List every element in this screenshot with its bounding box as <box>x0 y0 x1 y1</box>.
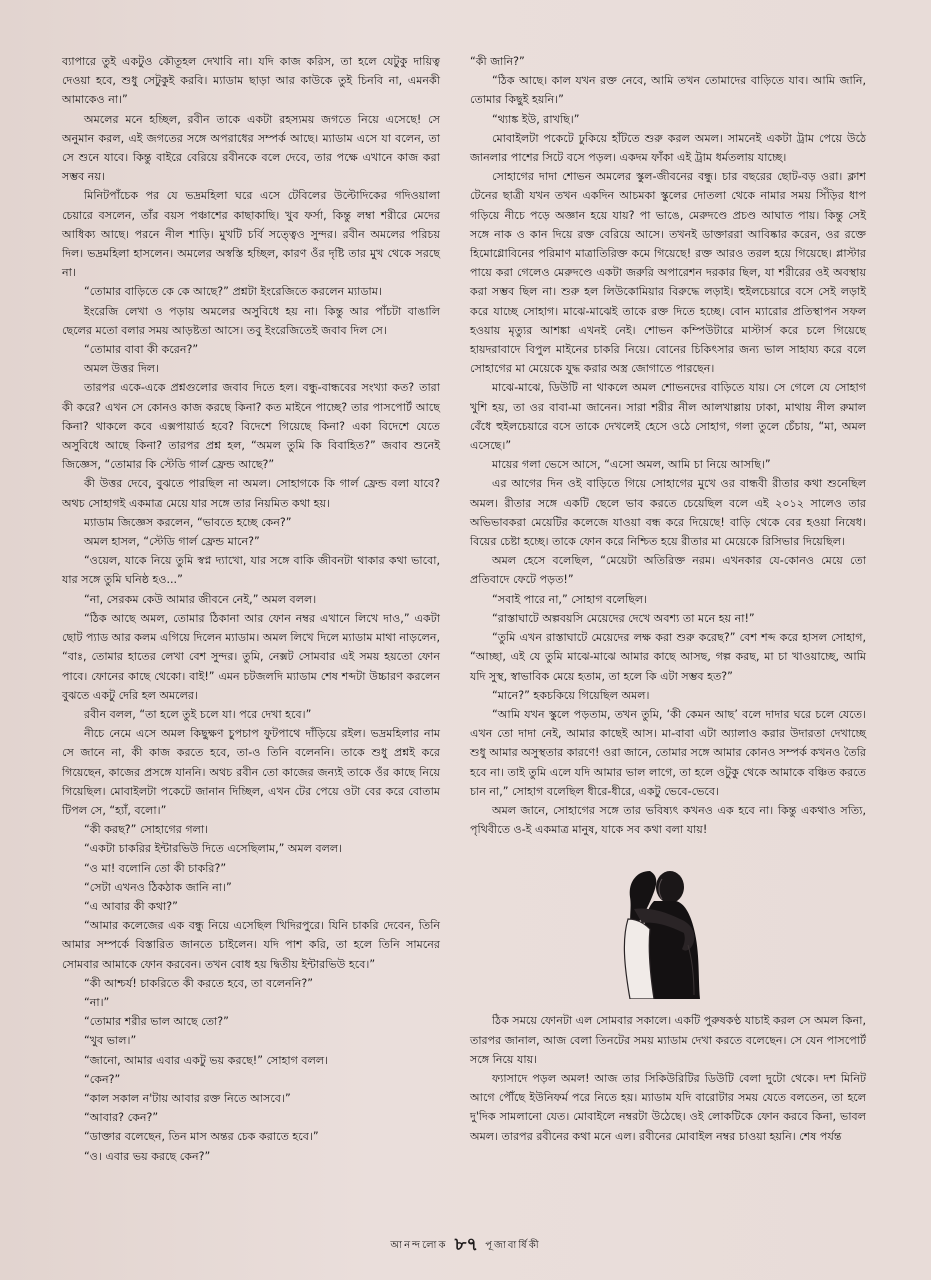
paragraph: অমল হাসল, “স্টেডি গার্ল ফ্রেন্ড মানে?” <box>84 535 260 549</box>
paragraph: “ওয়েল, যাকে নিয়ে তুমি স্বপ্ন দ্যাখো, যার সঙ্গে বাকি জীবনটা থাকার কথা ভাবো, যার সঙ্গে তুমি ঘনিষ্ঠ হও...” <box>62 554 440 587</box>
paragraph: ম্যাডাম জিজ্ঞেস করলেন, “ভাবতে হচ্ছে কেন?” <box>84 515 292 529</box>
right-column-bottom-text <box>470 1011 866 1145</box>
paragraph: মিনিটপাঁচেক পর যে ভদ্রমহিলা ঘরে এসে টেবিলের উল্টোদিকের গদিওয়ালা চেয়ারে বসলেন, তাঁর বয়স পঞ্চাশের কাছাকাছি। খুব ফর্সা, কিন্তু লম্বা শরীরে মেদের আধিক্য আছে। পরনে নীল শাড়ি। মুখটি চর্বি সত্ত্বেও সুন্দর। রবীন অমলের পরিচয় দিল। ভদ্রমহিলা হাসলেন। অমলের অস্বস্তি হচ্ছিল, কারণ ওঁর দৃষ্টি তার মুখ থেকে সরছে না। <box>62 189 440 280</box>
paragraph: “না।” <box>84 995 110 1009</box>
paragraph: “কী আশ্চর্য! চাকরিতে কী করতে হবে, তা বলেননি?” <box>84 976 314 990</box>
paragraph: “সবাই পারে না,” সোহাগ বলেছিল। <box>492 592 648 606</box>
paragraph: অমল উত্তর দিল। <box>84 362 160 376</box>
page-footer <box>0 1230 931 1261</box>
paragraph: ইংরেজি লেখা ও পড়ায় অমলের অসুবিধে হয় না। কিন্তু আর পাঁচটা বাঙালি ছেলের মতো বলার সময় আড়ষ্টতা আসে। তবু ইংরেজিতেই জবাব দিল সে। <box>62 304 440 337</box>
embracing-couple-illustration <box>588 849 738 999</box>
paragraph: “ঠিক আছে অমল, তোমার ঠিকানা আর ফোন নম্বর এখানে লিখে দাও,” একটা ছোট প্যাড আর কলম এগিয়ে দিলেন ম্যাডাম। অমল লিখে দিলে ম্যাডাম মাথা নাড়লেন, “বাঃ, তোমার হাতের লেখা বেশ সুন্দর। তুমি, নেক্সট সোমবার এই সময় হয়তো ফোন পাবে। ফোনের কাছে থেকো। বাই!” এমন চটজলদি ম্যাডাম শেষ শব্দটা উচ্চারণ করলেন বুঝতে একটু দেরি হল অমলের। <box>62 611 440 702</box>
paragraph: “জানো, আমার এবার একটু ভয় করছে!” সোহাগ বলল। <box>84 1053 329 1067</box>
footer-magazine-name: আনন্দলোক <box>390 1240 448 1251</box>
paragraph: “তোমার বাড়িতে কে কে আছে?” প্রশ্নটা ইংরেজিতে করলেন ম্যাডাম। <box>84 285 382 299</box>
paragraph: রবীন বলল, “তা হলে তুই চলে যা। পরে দেখা হবে।” <box>84 707 312 721</box>
paragraph: “তোমার শরীর ভাল আছে তো?” <box>84 1015 229 1029</box>
paragraph: মায়ের গলা ভেসে আসে, “এসো অমল, আমি চা নিয়ে আসছি।” <box>492 458 771 472</box>
paragraph: অমল হেসে বলেছিল, “মেয়েটা অতিরিক্ত নরম। এখনকার যে-কোনও মেয়ে তো প্রতিবাদে ফেটে পড়ত!” <box>470 554 866 587</box>
paragraph: “থ্যাঙ্ক ইউ, রাখছি।” <box>492 112 580 126</box>
paragraph: “এ আবার কী কথা?” <box>84 899 178 913</box>
paragraph: “রাস্তাঘাটে অল্পবয়সি মেয়েদের দেখে অবশ্য তা মনে হয় না!” <box>492 611 755 625</box>
paragraph: “কাল সকাল ন'টায় আবার রক্ত নিতে আসবে।” <box>84 1091 291 1105</box>
paragraph: কী উত্তর দেবে, বুঝতে পারছিল না অমল। সোহাগকে কি গার্ল ফ্রেন্ড বলা যাবে? অথচ সোহাগই একমাত্র মেয়ে যার সঙ্গে তার নিয়মিত কথা হয়। <box>62 477 440 510</box>
footer-issue-name: পূজাবার্ষিকী <box>485 1240 541 1251</box>
paragraph: “আবার? কেন?” <box>84 1111 159 1125</box>
paragraph: “আমি যখন স্কুলে পড়তাম, তখন তুমি, ‘কী কেমন আছ’ বলে দাদার ঘরে চলে যেতে। এখন তো দাদা নেই, আমার কাছেই আস। মা-বাবা এটা অ্যালাও করার উদারতা দেখাচ্ছে শুধু আমার অসুস্থতার কারণে! ওরা জানে, তোমার সঙ্গে আমার কোনও সম্পর্ক কখনও তৈরি হবে না। তাই তুমি এলে যদি আমার ভাল লাগে, তা হলে ওটুকু থেকে আমাকে বঞ্চিত করতে চান না,” সোহাগ বলেছিল ধীরে-ধীরে, একটু ভেবে-ভেবে। <box>470 707 866 798</box>
paragraph: অমল জানে, সোহাগের সঙ্গে তার ভবিষ্যৎ কখনও এক হবে না। কিন্তু একথাও সত্যি, পৃথিবীতে ও-ই একমাত্র মানুষ, যাকে সব কথা বলা যায়! <box>470 803 866 837</box>
paragraph: “সেটা এখনও ঠিকঠাক জানি না।” <box>84 880 232 894</box>
right-column <box>470 52 866 1146</box>
paragraph: “তুমি এখন রাস্তাঘাটে মেয়েদের লক্ষ করা শুরু করেছ?” বেশ শব্দ করে হাসল সোহাগ, “আচ্ছা, এই যে তুমি মাঝে-মাঝে আমার কাছে আসছ, গল্প করছ, মা চা খাওয়াচ্ছে, আমি যদি সুস্থ, স্বাভাবিক মেয়ে হতাম, তা হলে কি এটা সম্ভব হত?” <box>470 631 866 683</box>
paragraph: “না, সেরকম কেউ আমার জীবনে নেই,” অমল বলল। <box>84 592 317 606</box>
paragraph: অমলের মনে হচ্ছিল, রবীন তাকে একটা রহস্যময় জগতে নিয়ে এসেছে! সে অনুমান করল, এই জগতের সঙ্গে অপরাধের সম্পর্ক আছে। ম্যাডাম এসে যা বলেন, তা সে শুনে যাবে। কিন্তু বাইরে বেরিয়ে রবীনকে বলে দেবে, তার পক্ষে এখানে কাজ করা সম্ভব নয়। <box>62 112 440 184</box>
paragraph: “ও মা! বলোনি তো কী চাকরি?” <box>84 861 227 875</box>
paragraph: সোহাগের দাদা শোভন অমলের স্কুল-জীবনের বন্ধু। চার বছরের ছোট-বড় ওরা। ক্লাশ টেনের ছাত্রী যখন তখন একদিন আচমকা স্কুলের দোতলা থেকে নামার সময় সিঁড়ির ধাপ গড়িয়ে নীচে পড়ে অজ্ঞান হয়ে যায়? পা ভাঙে, মেরুদণ্ডে প্রচণ্ড আঘাত পায়। কিন্তু সেই সঙ্গে নাক ও কান দিয়ে রক্ত বেরিয়ে আসে। তখনই ডাক্তাররা আবিষ্কার করেন, ওর রক্তে হিমোগ্লোবিনের পরিমাণ মাত্রাতিরিক্ত কমে গিয়েছে! রক্ত আরও তরল হয়ে গিয়েছে। প্লাস্টার পায়ে করা গেলেও মেরুদণ্ডে একটা জরুরি অপারেশন দরকার ছিল, যা শরীরের ওই অবস্থায় করা সম্ভব ছিল না। শুরু হল লিউকোমিয়ার বিরুদ্ধে লড়াই। হুইলচেয়ারে বসে সেই লড়াই করে যাচ্ছে সোহাগ। মাঝে-মাঝেই তাকে রক্ত দিতে হচ্ছে। বোন ম্যারোর প্রতিস্থাপন সফল হওয়ায় মৃত্যুর আশঙ্কা এখনই নেই। শোভন কম্পিউটারে মাস্টার্স করে চলে গিয়েছে হায়দরাবাদে বিপুল মাইনের চাকরি নিয়ে। বোনের চিকিৎসার জন্য ভাল সাহায্য করে বলে সোহাগের মা মেয়েকে যুদ্ধ করার অস্ত্র জোগাতে পারছেন। <box>470 170 866 376</box>
paragraph: মাঝে-মাঝে, ডিউটি না থাকলে অমল শোভনদের বাড়িতে যায়। সে গেলে যে সোহাগ খুশি হয়, তা ওর বাবা-মা জানেন। সারা শরীর নীল আলখাল্লায় ঢাকা, মাথায় নীল রুমাল বেঁধে হুইলচেয়ারে বসে তাকে দেখলেই হেসে ওঠে সোহাগ, গলা তুলে চেঁচায়, “মা, অমল এসেছে।” <box>470 381 866 453</box>
paragraph: ব্যাপারে তুই একটুও কৌতূহল দেখাবি না। যদি কাজ করিস, তা হলে যেটুকু দায়িত্ব দেওয়া হবে, শুধু সেটুকুই করবি। ম্যাডাম ছাড়া আর কাউকে তুই চিনবি না, এমনকী আমাকেও না।” <box>62 55 440 107</box>
paragraph: “ঠিক আছে। কাল যখন রক্ত নেবে, আমি তখন তোমাদের বাড়িতে যাব। আমি জানি, তোমার কিছুই হয়নি।” <box>470 74 866 107</box>
paragraph: তারপর একে-একে প্রশ্নগুলোর জবাব দিতে হল। বন্ধু-বান্ধবের সংখ্যা কত? তারা কী করে? এখন সে কোনও কাজ করছে কিনা? কত মাইনে পাচ্ছে? তার পাসপোর্ট আছে কিনা? থাকলে কবে এক্সপায়ার্ড হবে? বিদেশে গিয়েছে কিনা? একা বিদেশে যেতে অসুবিধে আছে কিনা? তারপর প্রশ্ন হল, “অমল তুমি কি বিবাহিত?” জবাব শুনেই জিজ্ঞেস, “তোমার কি স্টেডি গার্ল ফ্রেন্ড আছে?” <box>62 381 440 472</box>
paragraph: “মানে?” হকচকিয়ে গিয়েছিল অমল। <box>492 688 650 702</box>
paragraph: “আমার কলেজের এক বন্ধু নিয়ে এসেছিল খিদিরপুরে। যিনি চাকরি দেবেন, তিনি আমার সম্পর্কে বিস্তারিত জানতে চাইলেন। যদি পাশ করি, তা হলে তিনি সামনের সোমবার আমাকে ফোন করবেন। তখন বোধ হয় দ্বিতীয় ইন্টারভিউ হবে।” <box>62 919 440 971</box>
paragraph: “খুব ভাল।” <box>84 1034 137 1048</box>
paragraph: মোবাইলটা পকেটে ঢুকিয়ে হাঁটতে শুরু করল অমল। সামনেই একটা ট্রাম পেয়ে উঠে জানলার পাশের সিটে বসে পড়ল। একদম ফাঁকা এই ট্রাম ধর্মতলায় যাচ্ছে। <box>470 131 866 165</box>
paragraph: ঠিক সময়ে ফোনটা এল সোমবার সকালে। একটি পুরুষকণ্ঠ যাচাই করল সে অমল কিনা, তারপর জানাল, আজ বেলা তিনটের সময় ম্যাডাম দেখা করতে বলেছেন। সে যেন পাসপোর্ট সঙ্গে নিয়ে যায়। <box>470 1014 866 1066</box>
paragraph: “তোমার বাবা কী করেন?” <box>84 343 199 357</box>
paragraph: “ও। এবার ভয় করছে কেন?” <box>84 1149 211 1163</box>
paragraph: “একটা চাকরির ইন্টারভিউ দিতে এসেছিলাম,” অমল বলল। <box>84 842 343 856</box>
paragraph: “কী করছ?” সোহাগের গলা। <box>84 823 209 837</box>
paragraph: “কেন?” <box>84 1072 121 1086</box>
right-column-top-text <box>470 52 866 839</box>
paragraph: ফ্যাসাদে পড়ল অমল! আজ তার সিকিউরিটির ডিউটি বেলা দুটো থেকে। দশ মিনিট আগে পৌঁছে ইউনিফর্ম পরে নিতে হয়। ম্যাডাম যদি বারোটার সময় যেতে বলতেন, তা হলে দু'দিক সামলানো যেত। মোবাইলে নম্বরটা উঠেছে। ওই লোকটিকে ফোন করবে কিনা, ভাবল অমল। তারপর রবীনের কথা মনে এল। রবীনের মোবাইল নম্বর চাওয়া হয়নি। শেষ পর্যন্ত <box>470 1071 866 1143</box>
paragraph: এর আগের দিন ওই বাড়িতে গিয়ে সোহাগের মুখে ওর বান্ধবী রীতার কথা শুনেছিল অমল। রীতার সঙ্গে একটি ছেলে ভাব করতে চেয়েছিল বলে এই ২০১২ সালেও তার অভিভাবকরা মেয়েটির কলেজে যাওয়া বন্ধ করে দিয়েছে! বাড়ি থেকে বের হওয়া নিষেধ। বিয়ের চেষ্টা হচ্ছে। তাকে ফোন করে নিশ্চিত হয়ে রীতার মা মেয়েকে রিসিভার দিয়েছিল। <box>470 477 866 549</box>
paragraph: “কী জানি?” <box>470 55 525 68</box>
page-number: ৮৭ <box>454 1234 479 1255</box>
left-column <box>62 52 440 1166</box>
paragraph: “ডাক্তার বলেছেন, তিন মাস অন্তর চেক করাতে হবে।” <box>84 1130 319 1144</box>
paragraph: নীচে নেমে এসে অমল কিছুক্ষণ চুপচাপ ফুটপাথে দাঁড়িয়ে রইল। ভদ্রমহিলার নাম সে জানে না, কী কাজ করতে হবে, তা-ও তিনি বলেননি। তাকে শুধু প্রশ্নই করে গিয়েছেন, কাজের প্রসঙ্গে যাননি। অথচ রবীন তো কাজের জন্যই তাকে ওঁর কাছে নিয়ে গিয়েছিল। মোবাইলটা পকেটে জানান দিচ্ছিল, এখন টের পেয়ে ওটা বের করে বোতাম টিপল সে, “হ্যাঁ, বলো।” <box>62 727 440 817</box>
